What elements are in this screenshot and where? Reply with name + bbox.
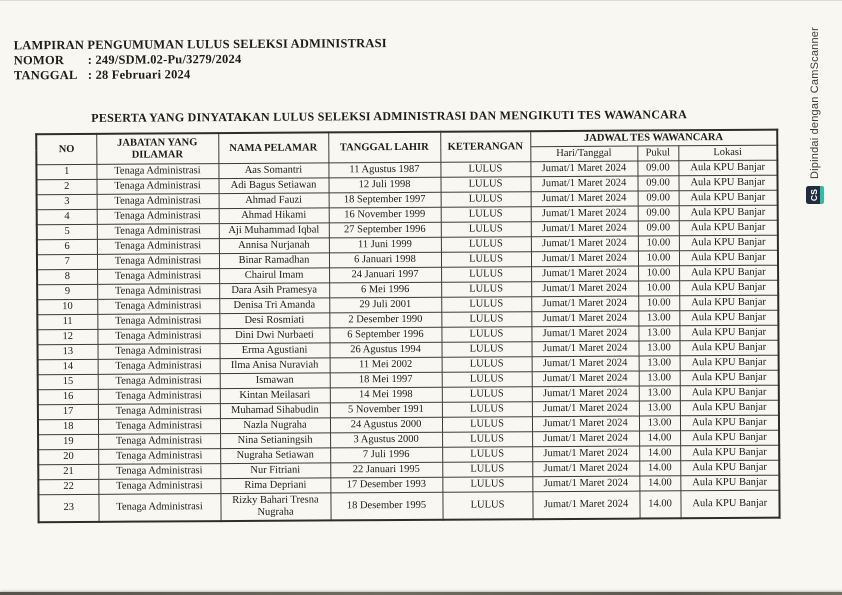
- cell-tanggal-lahir: 11 Juni 1999: [329, 237, 441, 253]
- cell-keterangan: LULUS: [442, 417, 532, 433]
- cell-lokasi: Aula KPU Banjar: [678, 160, 777, 176]
- cell-pukul: 14.00: [639, 461, 680, 476]
- cell-no: 1: [36, 164, 96, 179]
- cell-hari-tanggal: Jumat/1 Maret 2024: [531, 236, 638, 252]
- camscanner-logo-accent: [820, 186, 824, 204]
- cell-keterangan: LULUS: [442, 462, 532, 478]
- cell-tanggal-lahir: 18 Mei 1997: [330, 372, 442, 388]
- cell-no: 22: [38, 479, 98, 494]
- cell-jabatan: Tenaga Administrasi: [98, 419, 220, 435]
- cell-jabatan: Tenaga Administrasi: [97, 254, 219, 270]
- cell-pukul: 09.00: [638, 206, 679, 221]
- cell-jabatan: Tenaga Administrasi: [98, 434, 220, 450]
- cell-pukul: 09.00: [638, 221, 679, 236]
- col-header-lokasi: Lokasi: [678, 145, 777, 161]
- cell-jabatan: Tenaga Administrasi: [98, 479, 220, 495]
- cell-hari-tanggal: Jumat/1 Maret 2024: [532, 371, 639, 387]
- cell-no: 8: [37, 269, 97, 284]
- cell-nama: Ismawan: [220, 373, 330, 389]
- cell-pukul: 10.00: [638, 281, 679, 296]
- cell-pukul: 10.00: [638, 296, 679, 311]
- cell-nama: Aji Muhammad Iqbal: [219, 223, 329, 239]
- cell-pukul: 10.00: [638, 236, 679, 251]
- cell-tanggal-lahir: 6 Januari 1998: [329, 252, 441, 268]
- cell-hari-tanggal: Jumat/1 Maret 2024: [531, 281, 638, 297]
- cell-tanggal-lahir: 6 Mei 1996: [329, 282, 441, 298]
- cell-hari-tanggal: Jumat/1 Maret 2024: [531, 341, 638, 357]
- cell-keterangan: LULUS: [441, 237, 531, 253]
- cell-nama: Ahmad Hikami: [219, 208, 329, 224]
- cell-no: 16: [38, 389, 98, 404]
- cell-keterangan: LULUS: [442, 357, 532, 373]
- cell-tanggal-lahir: 18 Desember 1995: [330, 492, 442, 520]
- cell-nama: Dini Dwi Nurbaeti: [219, 328, 329, 344]
- cell-pukul: 13.00: [639, 371, 680, 386]
- cell-no: 10: [37, 299, 97, 314]
- table-row: [38, 490, 779, 522]
- cell-no: 18: [38, 419, 98, 434]
- cell-lokasi: Aula KPU Banjar: [680, 445, 779, 461]
- cell-no: 23: [38, 494, 98, 522]
- cell-jabatan: Tenaga Administrasi: [97, 194, 219, 210]
- cell-keterangan: LULUS: [441, 192, 531, 208]
- cell-tanggal-lahir: 29 Juli 2001: [329, 297, 441, 313]
- cell-nama: Erma Agustiani: [220, 343, 330, 359]
- cell-lokasi: Aula KPU Banjar: [679, 340, 778, 356]
- cell-keterangan: LULUS: [441, 267, 531, 283]
- cell-tanggal-lahir: 24 Agustus 2000: [330, 417, 442, 433]
- cell-hari-tanggal: Jumat/1 Maret 2024: [530, 176, 637, 192]
- cell-keterangan: LULUS: [440, 162, 530, 178]
- cell-pukul: 13.00: [639, 386, 680, 401]
- cell-lokasi: Aula KPU Banjar: [680, 415, 779, 431]
- cell-no: 11: [37, 314, 97, 329]
- col-header-keterangan: KETERANGAN: [440, 131, 530, 162]
- cell-hari-tanggal: Jumat/1 Maret 2024: [531, 296, 638, 312]
- cell-tanggal-lahir: 14 Mei 1998: [330, 387, 442, 403]
- cell-no: 6: [37, 239, 97, 254]
- cell-jabatan: Tenaga Administrasi: [98, 464, 220, 480]
- cell-tanggal-lahir: 12 Juli 1998: [328, 177, 440, 193]
- cell-keterangan: LULUS: [441, 297, 531, 313]
- cell-keterangan: LULUS: [442, 387, 532, 403]
- cell-lokasi: Aula KPU Banjar: [679, 250, 778, 266]
- cell-pukul: 14.00: [639, 491, 680, 519]
- cell-hari-tanggal: Jumat/1 Maret 2024: [531, 206, 638, 222]
- cell-tanggal-lahir: 18 September 1997: [329, 192, 441, 208]
- cell-jabatan: Tenaga Administrasi: [97, 284, 219, 300]
- cell-nama: Dara Asih Pramesya: [219, 283, 329, 299]
- cell-no: 5: [37, 224, 97, 239]
- watermark-text: Dipindai dengan CamScanner: [808, 27, 821, 179]
- cell-jabatan: Tenaga Administrasi: [98, 389, 220, 405]
- cell-no: 9: [37, 284, 97, 299]
- col-header-hari-tanggal: Hari/Tanggal: [530, 146, 637, 162]
- cell-pukul: 09.00: [638, 191, 679, 206]
- cell-nama: Nugraha Setiawan: [220, 448, 330, 464]
- cell-keterangan: LULUS: [442, 447, 532, 463]
- cell-nama: Rima Depriani: [220, 478, 330, 494]
- cell-lokasi: Aula KPU Banjar: [680, 385, 779, 401]
- cell-nama: Nur Fitriani: [220, 463, 330, 479]
- table-body: [36, 160, 779, 522]
- cell-no: 20: [38, 449, 98, 464]
- cell-keterangan: LULUS: [441, 252, 531, 268]
- cell-hari-tanggal: Jumat/1 Maret 2024: [532, 431, 639, 447]
- cell-nama: Adi Bagus Setiawan: [218, 178, 328, 194]
- cell-no: 2: [36, 179, 96, 194]
- participants-table: [35, 129, 780, 524]
- cell-nama: Chairul Imam: [219, 268, 329, 284]
- cell-tanggal-lahir: 11 Agustus 1987: [328, 162, 440, 178]
- cell-nama: Ahmad Fauzi: [219, 193, 329, 209]
- cell-keterangan: LULUS: [442, 342, 532, 358]
- cell-tanggal-lahir: 3 Agustus 2000: [330, 432, 442, 448]
- cell-hari-tanggal: Jumat/1 Maret 2024: [532, 446, 639, 462]
- cell-hari-tanggal: Jumat/1 Maret 2024: [532, 416, 639, 432]
- cell-keterangan: LULUS: [441, 222, 531, 238]
- cell-hari-tanggal: Jumat/1 Maret 2024: [532, 461, 639, 477]
- cell-tanggal-lahir: 5 November 1991: [330, 402, 442, 418]
- cell-hari-tanggal: Jumat/1 Maret 2024: [532, 401, 639, 417]
- cell-no: 17: [38, 404, 98, 419]
- cell-nama: Kintan Meilasari: [220, 388, 330, 404]
- cell-lokasi: Aula KPU Banjar: [679, 235, 778, 251]
- cell-keterangan: LULUS: [442, 402, 532, 418]
- cell-lokasi: Aula KPU Banjar: [679, 295, 778, 311]
- cell-lokasi: Aula KPU Banjar: [680, 355, 779, 371]
- cell-lokasi: Aula KPU Banjar: [679, 310, 778, 326]
- cell-pukul: 09.00: [637, 161, 678, 176]
- cell-tanggal-lahir: 26 Agustus 1994: [330, 342, 442, 358]
- cell-jabatan: Tenaga Administrasi: [98, 494, 220, 522]
- cell-jabatan: Tenaga Administrasi: [98, 449, 220, 465]
- page-title: PESERTA YANG DINYATAKAN LULUS SELEKSI ADMINISTRASI DAN MENGIKUTI TES WAWANCARA: [91, 107, 688, 125]
- cell-tanggal-lahir: 24 Januari 1997: [329, 267, 441, 283]
- cell-jabatan: Tenaga Administrasi: [97, 269, 219, 285]
- cell-pukul: 13.00: [639, 356, 680, 371]
- cell-lokasi: Aula KPU Banjar: [680, 400, 779, 416]
- cell-tanggal-lahir: 17 Desember 1993: [330, 477, 442, 493]
- cell-lokasi: Aula KPU Banjar: [679, 220, 778, 236]
- cell-tanggal-lahir: 2 Desember 1990: [329, 312, 441, 328]
- cell-hari-tanggal: Jumat/1 Maret 2024: [531, 311, 638, 327]
- cell-lokasi: Aula KPU Banjar: [680, 490, 779, 518]
- col-header-tanggal-lahir: TANGGAL LAHIR: [328, 132, 440, 163]
- cell-lokasi: Aula KPU Banjar: [680, 460, 779, 476]
- cell-nama: Nina Setianingsih: [220, 433, 330, 449]
- cell-tanggal-lahir: 27 September 1996: [329, 222, 441, 238]
- camscanner-logo-icon: [806, 186, 824, 204]
- cell-no: 15: [38, 374, 98, 389]
- cell-tanggal-lahir: 7 Juli 1996: [330, 447, 442, 463]
- cell-nama: Nazla Nugraha: [220, 418, 330, 434]
- cell-keterangan: LULUS: [442, 492, 532, 520]
- cell-lokasi: Aula KPU Banjar: [679, 265, 778, 281]
- cell-tanggal-lahir: 6 September 1996: [329, 327, 441, 343]
- cell-pukul: 13.00: [638, 326, 679, 341]
- cell-keterangan: LULUS: [441, 282, 531, 298]
- cell-no: 19: [38, 434, 98, 449]
- cell-no: 7: [37, 254, 97, 269]
- cell-hari-tanggal: Jumat/1 Maret 2024: [532, 476, 639, 492]
- col-header-jadwal: JADWAL TES WAWANCARA: [530, 130, 777, 147]
- cell-jabatan: Tenaga Administrasi: [97, 329, 219, 345]
- cell-keterangan: LULUS: [442, 372, 532, 388]
- cell-nama: Desi Rosmiati: [219, 313, 329, 329]
- cell-jabatan: Tenaga Administrasi: [98, 344, 220, 360]
- cell-keterangan: LULUS: [441, 327, 531, 343]
- cell-nama: Binar Ramadhan: [219, 253, 329, 269]
- cell-no: 21: [38, 464, 98, 479]
- camscanner-watermark: [804, 26, 825, 204]
- cell-lokasi: Aula KPU Banjar: [680, 370, 779, 386]
- col-header-pukul: Pukul: [637, 146, 678, 161]
- cell-jabatan: Tenaga Administrasi: [97, 299, 219, 315]
- cell-nama: Denisa Tri Amanda: [219, 298, 329, 314]
- col-header-no: NO: [36, 134, 96, 165]
- cell-nama: Annisa Nurjanah: [219, 238, 329, 254]
- cell-pukul: 13.00: [639, 416, 680, 431]
- cell-jabatan: Tenaga Administrasi: [96, 179, 218, 195]
- cell-lokasi: Aula KPU Banjar: [679, 325, 778, 341]
- cell-lokasi: Aula KPU Banjar: [679, 190, 778, 206]
- cell-hari-tanggal: Jumat/1 Maret 2024: [532, 386, 639, 402]
- cell-jabatan: Tenaga Administrasi: [97, 239, 219, 255]
- cell-pukul: 09.00: [637, 176, 678, 191]
- table-header: [36, 130, 777, 165]
- cell-pukul: 10.00: [638, 266, 679, 281]
- cell-jabatan: Tenaga Administrasi: [98, 404, 220, 420]
- cell-pukul: 14.00: [639, 446, 680, 461]
- cell-no: 13: [38, 344, 98, 359]
- cell-hari-tanggal: Jumat/1 Maret 2024: [531, 221, 638, 237]
- cell-lokasi: Aula KPU Banjar: [678, 175, 777, 191]
- cell-jabatan: Tenaga Administrasi: [98, 359, 220, 375]
- cell-hari-tanggal: Jumat/1 Maret 2024: [531, 191, 638, 207]
- cell-hari-tanggal: Jumat/1 Maret 2024: [531, 251, 638, 267]
- nomor-label: NOMOR: [13, 53, 65, 68]
- col-header-jabatan: JABATAN YANG DILAMAR: [96, 133, 218, 164]
- cell-jabatan: Tenaga Administrasi: [97, 314, 219, 330]
- cell-nama: Ilma Anisa Nuraviah: [220, 358, 330, 374]
- cell-hari-tanggal: Jumat/1 Maret 2024: [531, 326, 638, 342]
- cell-no: 3: [37, 194, 97, 209]
- nomor-value: : 249/SDM.02-Pu/3279/2024: [87, 51, 242, 67]
- cell-pukul: 13.00: [638, 311, 679, 326]
- cell-hari-tanggal: Jumat/1 Maret 2024: [530, 161, 637, 177]
- document-header: [14, 34, 799, 84]
- cell-no: 14: [38, 359, 98, 374]
- cell-pukul: 13.00: [639, 401, 680, 416]
- col-header-nama: NAMA PELAMAR: [218, 132, 328, 163]
- cell-tanggal-lahir: 11 Mei 2002: [330, 357, 442, 373]
- cell-no: 12: [37, 329, 97, 344]
- cell-keterangan: LULUS: [442, 432, 532, 448]
- cell-lokasi: Aula KPU Banjar: [680, 430, 779, 446]
- lampiran-line: LAMPIRAN PENGUMUMAN LULUS SELEKSI ADMINISTRASI: [13, 36, 387, 53]
- tanggal-value: : 28 Februari 2024: [87, 67, 191, 82]
- cell-tanggal-lahir: 16 November 1999: [329, 207, 441, 223]
- cell-nama: Muhamad Sihabudin: [220, 403, 330, 419]
- cell-nama: Rizky Bahari Tresna Nugraha: [220, 493, 330, 521]
- cell-pukul: 10.00: [638, 251, 679, 266]
- cell-lokasi: Aula KPU Banjar: [679, 280, 778, 296]
- cell-lokasi: Aula KPU Banjar: [680, 475, 779, 491]
- cell-keterangan: LULUS: [440, 177, 530, 193]
- tanggal-label: TANGGAL: [13, 67, 78, 83]
- cell-hari-tanggal: Jumat/1 Maret 2024: [532, 491, 639, 519]
- cell-hari-tanggal: Jumat/1 Maret 2024: [531, 266, 638, 282]
- camscanner-logo-label: CS: [808, 188, 819, 202]
- cell-pukul: 14.00: [639, 431, 680, 446]
- cell-no: 4: [37, 209, 97, 224]
- cell-lokasi: Aula KPU Banjar: [679, 205, 778, 221]
- cell-keterangan: LULUS: [442, 477, 532, 493]
- cell-jabatan: Tenaga Administrasi: [96, 164, 218, 180]
- cell-jabatan: Tenaga Administrasi: [97, 209, 219, 225]
- cell-keterangan: LULUS: [441, 312, 531, 328]
- cell-nama: Aas Somantri: [218, 163, 328, 179]
- cell-hari-tanggal: Jumat/1 Maret 2024: [532, 356, 639, 372]
- cell-keterangan: LULUS: [441, 207, 531, 223]
- cell-jabatan: Tenaga Administrasi: [97, 224, 219, 240]
- cell-pukul: 13.00: [638, 341, 679, 356]
- cell-jabatan: Tenaga Administrasi: [98, 374, 220, 390]
- cell-pukul: 14.00: [639, 476, 680, 491]
- cell-tanggal-lahir: 22 Januari 1995: [330, 462, 442, 478]
